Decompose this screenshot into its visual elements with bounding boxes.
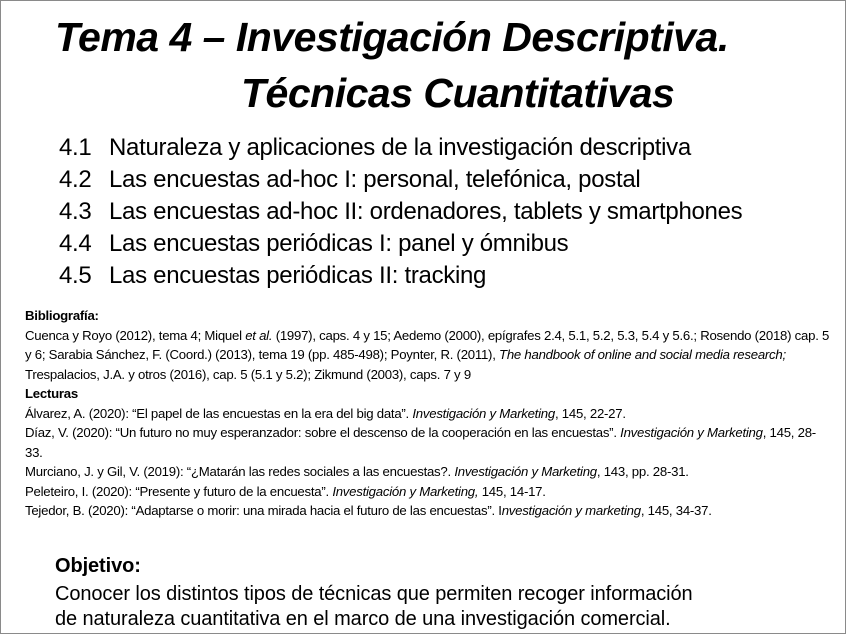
- objective-heading: Objetivo:: [55, 555, 141, 577]
- topic-number: 4.2: [59, 166, 92, 193]
- bibliography-text: [25, 326, 831, 385]
- topic-number: 4.4: [59, 230, 92, 257]
- topic-item: [59, 132, 742, 164]
- title-line-2: Técnicas Cuantitativas: [241, 70, 675, 116]
- objective-block: [55, 554, 835, 632]
- topic-number: 4.3: [59, 198, 92, 225]
- bibliography-heading: Bibliografía:: [25, 308, 99, 323]
- bibliography-part-3: Trespalacios, J.A. y otros (2016), cap. 5 (5.1 y 5.2); Zikmund (2003), caps. 7 y 9: [25, 366, 471, 382]
- reading-ref: , 143, pp. 28-31.: [596, 464, 689, 479]
- bibliography-part-2: (1997), caps. 4 y 15; Aedemo (2000), epígrafes 2.4, 5.1, 5.2, 5.3, 5.4 y 5.6.; Rosendo (2018) cap. 5 y 6; Sarabia Sánchez, F. (Coord.) (2013), tema 19 (pp. 485-498); Poynter, R. (2011),: [25, 327, 830, 362]
- topic-text: Naturaleza y aplicaciones de la investigación descriptiva: [109, 134, 691, 161]
- reading-text: Tejedor, B. (2020): “Adaptarse o morir: una mirada hacia el futuro de las encuestas”. I: [25, 503, 502, 518]
- reading-item: [25, 423, 831, 462]
- topic-item: [59, 164, 742, 196]
- bibliography-italic-1: et al.: [245, 327, 273, 343]
- objective-line-2: de naturaleza cuantitativa en el marco de una investigación comercial.: [55, 608, 671, 630]
- reading-ref: 145, 14-17.: [478, 483, 546, 499]
- reading-journal: nvestigación y marketing: [501, 503, 641, 518]
- reading-text: Díaz, V. (2020): “Un futuro no muy esperanzador: sobre el descenso de la cooperación en las encuestas”.: [25, 425, 621, 440]
- topic-text: Las encuestas ad-hoc II: ordenadores, tablets y smartphones: [109, 198, 743, 225]
- topic-item: [59, 260, 742, 292]
- topic-list: [59, 132, 742, 292]
- reading-journal: Investigación y Marketing: [412, 405, 555, 421]
- reading-item: [25, 501, 831, 521]
- reading-item: [25, 462, 831, 482]
- reading-journal: Investigación y Marketing: [454, 464, 597, 479]
- reading-text: Álvarez, A. (2020): “El papel de las encuestas en la era del big data”.: [25, 405, 413, 421]
- reading-journal: Investigación y Marketing,: [332, 483, 479, 499]
- reading-item: [25, 482, 831, 502]
- objective-line-1: Conocer los distintos tipos de técnicas que permiten recoger información: [55, 583, 693, 605]
- readings-heading: Lecturas: [25, 386, 78, 401]
- bibliography-part-1: Cuenca y Royo (2012), tema 4; Miquel: [25, 327, 246, 343]
- topic-text: Las encuestas periódicas II: tracking: [109, 262, 487, 289]
- reading-ref: , 145, 28-33.: [25, 425, 816, 460]
- topic-number: 4.1: [59, 134, 92, 161]
- title-line-1: Tema 4 – Investigación Descriptiva.: [55, 14, 729, 60]
- topic-text: Las encuestas ad-hoc I: personal, telefónica, postal: [109, 166, 641, 193]
- topic-item: [59, 196, 742, 228]
- reading-text: Peleteiro, I. (2020): “Presente y futuro de la encuesta”.: [25, 483, 333, 499]
- reading-journal: Investigación y Marketing: [620, 425, 763, 440]
- topic-item: [59, 228, 742, 260]
- reading-text: Murciano, J. y Gil, V. (2019): “¿Matarán las redes sociales a las encuestas?.: [25, 464, 455, 479]
- references-block: [25, 306, 831, 521]
- reading-ref: , 145, 34-37.: [640, 503, 712, 518]
- bibliography-italic-2: The handbook of online and social media research;: [499, 347, 786, 362]
- topic-text: Las encuestas periódicas I: panel y ómnibus: [109, 230, 569, 257]
- slide-title: [1, 9, 847, 121]
- reading-item: [25, 404, 831, 424]
- topic-number: 4.5: [59, 262, 92, 289]
- reading-ref: , 145, 22-27.: [554, 405, 626, 421]
